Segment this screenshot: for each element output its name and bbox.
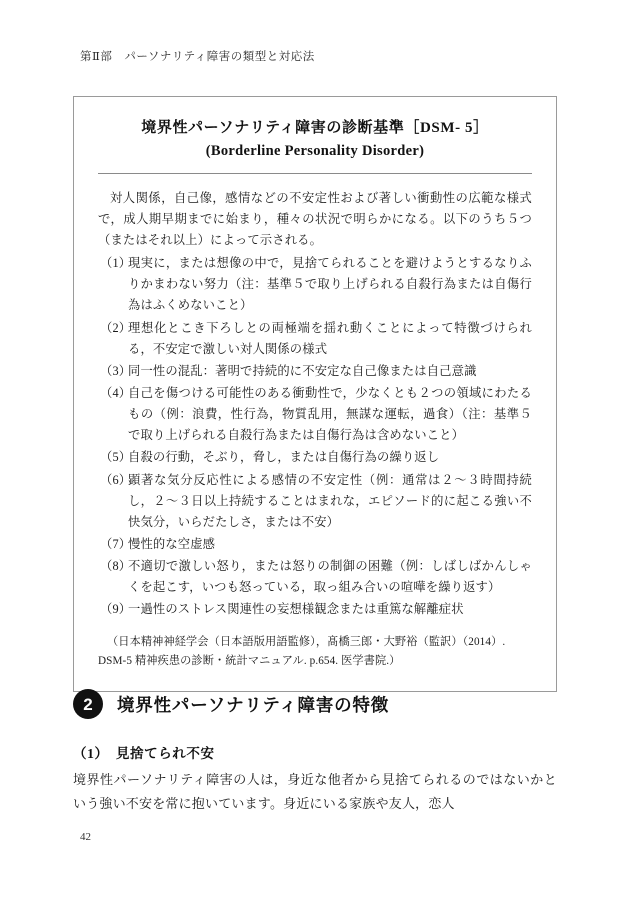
- criteria-item-text: 顕著な気分反応性による感情の不安定性（例：通常は２〜３時間持続し，２〜３日以上持続することはまれな，エピソード的に起こる強い不快気分，いらだたしさ，または不安）: [128, 472, 532, 529]
- criteria-item-number: （1）: [100, 256, 132, 271]
- criteria-item-text: 一過性のストレス関連性の妄想様観念または重篤な解離症状: [128, 602, 464, 617]
- body-paragraph-text: 境界性パーソナリティ障害の人は，身近な他者から見捨てられるのではないかという強い不安を常に抱いています。身近にいる家族や友人，恋人: [73, 772, 557, 812]
- page-number: 42: [80, 831, 91, 843]
- criteria-item-text: 現実に，または想像の中で，見捨てられることを避けようとするなりふりかまわない努力（注：基準５で取り上げられる自殺行為または自傷行為はふくめないこと）: [128, 256, 532, 313]
- criteria-item-number: （7）: [100, 536, 132, 551]
- criteria-item-text: 同一性の混乱：著明で持続的に不安定な自己像または自己意識: [128, 363, 477, 378]
- source-line-2: DSM-5 精神疾患の診断・統計マニュアル. p.654. 医学書院.）: [98, 654, 401, 667]
- criteria-title-line-1: 境界性パーソナリティ障害の診断基準［DSM- 5］: [141, 120, 489, 136]
- criteria-item-text: 自殺の行動，そぶり，脅し，または自傷行為の繰り返し: [128, 450, 440, 465]
- criteria-item: [98, 361, 532, 382]
- running-head: 第Ⅱ部 パーソナリティ障害の類型と対応法: [80, 51, 315, 63]
- criteria-item-number: （9）: [100, 602, 132, 617]
- source-line-1: （日本精神神経学会（日本語版用語監修），髙橋三郎・大野裕（監訳）（2014）.: [107, 635, 506, 648]
- section-heading: [73, 689, 389, 719]
- criteria-item: [98, 599, 532, 620]
- criteria-item: [98, 447, 532, 468]
- criteria-item-number: （2）: [100, 320, 132, 335]
- criteria-item-text: 自己を傷つける可能性のある衝動性で，少なくとも２つの領域にわたるもの（例：浪費，性行為，物質乱用，無謀な運転，過食）（注：基準５で取り上げられる自殺行為または自傷行為は含めないこと）: [128, 385, 532, 443]
- criteria-item-number: （6）: [100, 472, 132, 487]
- section-title: 境界性パーソナリティ障害の特徴: [117, 694, 390, 715]
- criteria-item: [98, 253, 532, 316]
- criteria-item-text: 不適切で激しい怒り，または怒りの制御の困難（例：しばしばかんしゃくを起こす，いつも怒っている，取っ組み合いの喧嘩を繰り返す）: [128, 559, 532, 595]
- criteria-source-citation: [98, 633, 532, 671]
- criteria-item-text: 理想化とこき下ろしとの両極端を揺れ動くことによって特徴づけられる，不安定で激しい対人関係の様式: [128, 320, 532, 356]
- criteria-list: [98, 253, 532, 620]
- criteria-item-number: （3）: [100, 363, 132, 378]
- criteria-item-text: 慢性的な空虚感: [128, 536, 216, 551]
- section-number-badge: 2: [73, 689, 103, 719]
- criteria-item: [98, 318, 532, 360]
- criteria-item-number: （8）: [100, 559, 132, 574]
- criteria-item: [98, 383, 532, 446]
- criteria-item: [98, 470, 532, 533]
- criteria-title-line-2: (Borderline Personality Disorder): [205, 143, 425, 160]
- body-paragraph: [73, 768, 557, 816]
- criteria-item: [98, 534, 532, 555]
- diagnostic-criteria-box: [73, 96, 557, 692]
- criteria-item: [98, 556, 532, 598]
- subsection-title: （1） 見捨てられ不安: [73, 746, 215, 761]
- criteria-item-number: （5）: [100, 450, 132, 465]
- criteria-intro-text: 対人関係，自己像，感情などの不安定性および著しい衝動性の広範な様式で，成人期早期までに始まり，種々の状況で明らかになる。以下のうち５つ（またはそれ以上）によって示される。: [98, 190, 532, 247]
- title-divider: [98, 173, 532, 174]
- criteria-item-number: （4）: [100, 385, 132, 400]
- criteria-box-title: [98, 117, 532, 163]
